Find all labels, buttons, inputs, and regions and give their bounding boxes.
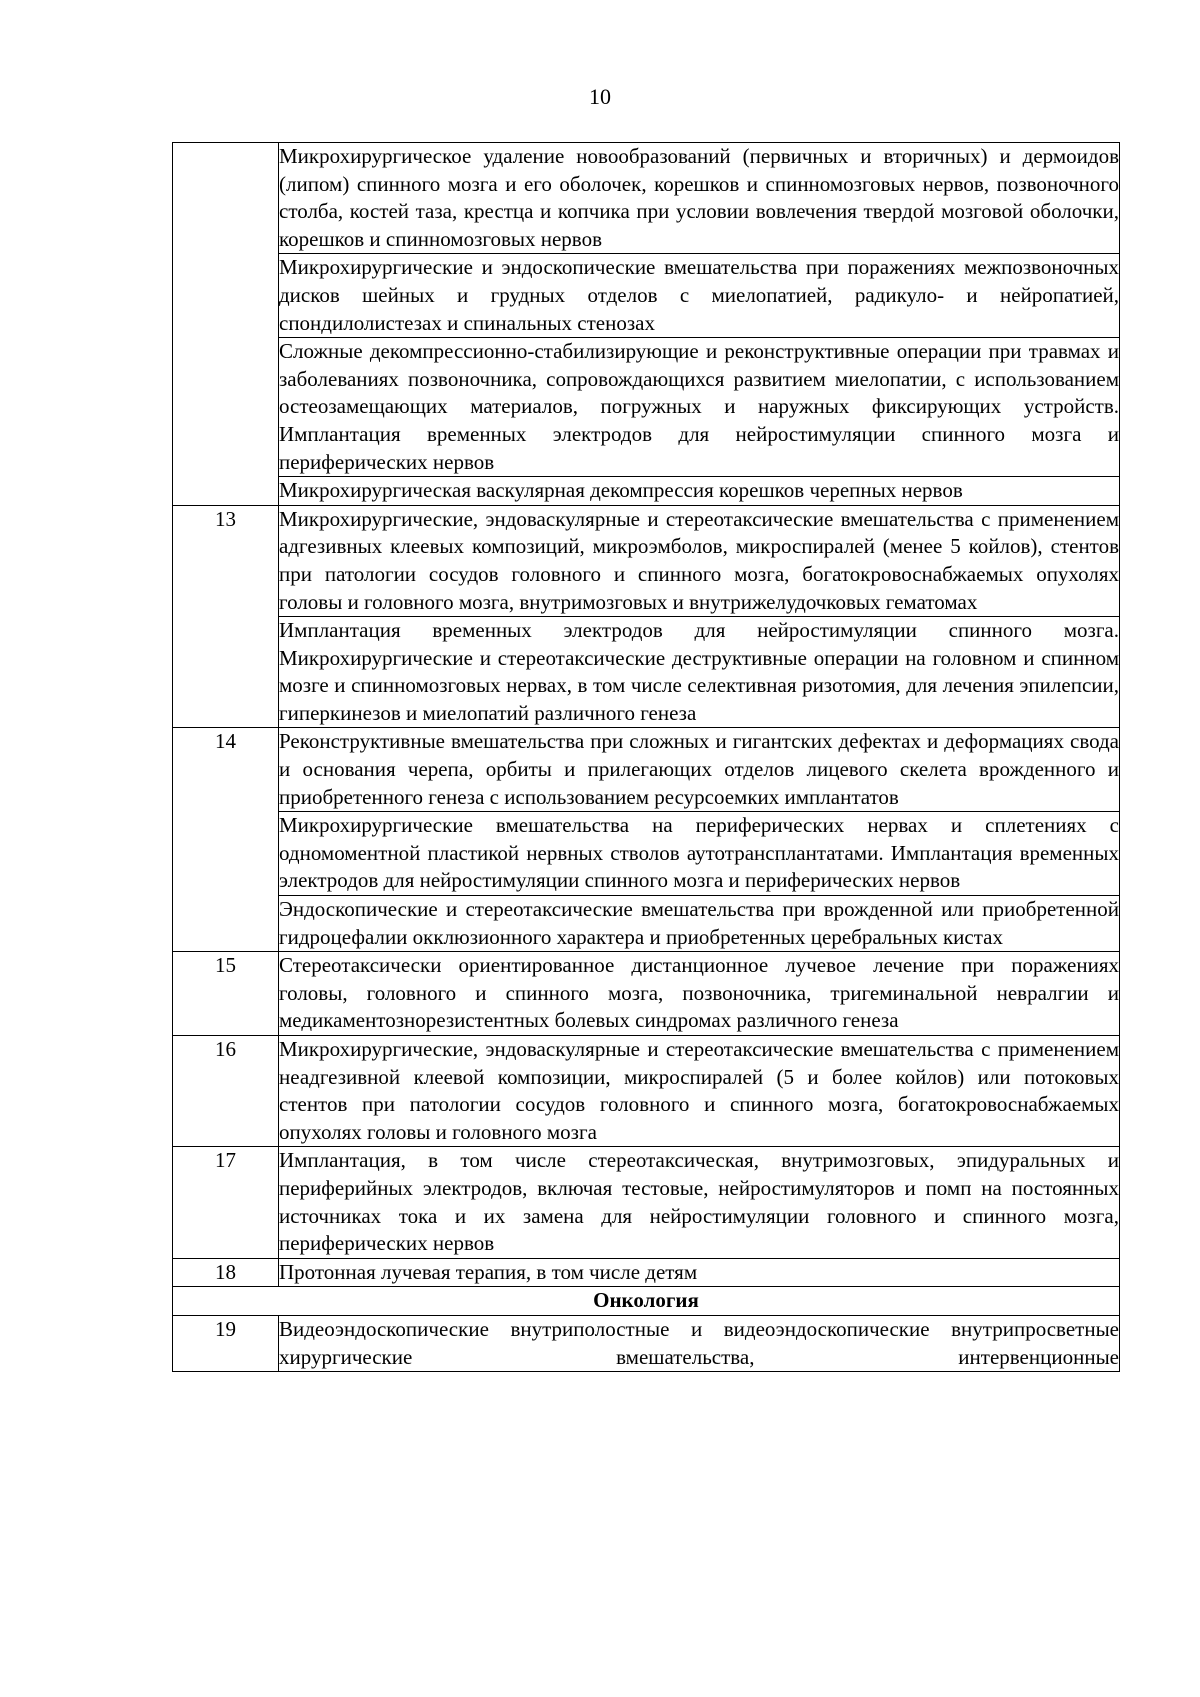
table-row <box>173 896 1120 952</box>
service-text: Стереотаксически ориентированное дистанционное лучевое лечение при поражениях головы, головного и спинного мозга, позвоночника, тригеминальной невралгии и медикаментознорезистентных болевых синдромах различного генеза <box>279 952 1120 1036</box>
row-number: 15 <box>173 952 279 1036</box>
service-text: Имплантация временных электродов для нейростимуляции спинного мозга. Микрохирургические и стереотаксические деструктивные операции на головном и спинном мозге и спинномозговых нервах, в том числе селективная ризотомия, для лечения эпилепсии, гиперкинезов и миелопатий различного генеза <box>279 617 1120 728</box>
table-row <box>173 1315 1120 1371</box>
row-number <box>173 143 279 506</box>
row-number: 17 <box>173 1147 279 1258</box>
table-row <box>173 477 1120 506</box>
service-text: Реконструктивные вмешательства при сложных и гигантских дефектах и деформациях свода и основания черепа, орбиты и прилегающих отделов лицевого скелета врожденного и приобретенного генеза с использованием ресурсоемких имплантатов <box>279 728 1120 812</box>
section-title: Онкология <box>173 1287 1120 1316</box>
service-text: Микрохирургическая васкулярная декомпрессия корешков черепных нервов <box>279 477 1120 506</box>
row-number: 14 <box>173 728 279 952</box>
row-number: 19 <box>173 1315 279 1371</box>
table-row <box>173 338 1120 477</box>
service-text: Имплантация, в том числе стереотаксическая, внутримозговых, эпидуральных и периферийных электродов, включая тестовые, нейростимуляторов и помп на постоянных источниках тока и их замена для нейростимуляции головного и спинного мозга, периферических нервов <box>279 1147 1120 1258</box>
table-row <box>173 728 1120 812</box>
service-text: Микрохирургические, эндоваскулярные и стереотаксические вмешательства с применением неадгезивной клеевой композиции, микроспиралей (5 и более койлов) или потоковых стентов при патологии сосудов головного и спинного мозга, богатокровоснабжаемых опухолях головы и головного мозга <box>279 1036 1120 1147</box>
table-row <box>173 812 1120 896</box>
row-number: 13 <box>173 505 279 728</box>
service-text: Микрохирургическое удаление новообразований (первичных и вторичных) и дермоидов (липом) спинного мозга и его оболочек, корешков и спинномозговых нервов, позвоночного столба, костей таза, крестца и копчика при условии вовлечения твердой мозговой оболочки, корешков и спинномозговых нервов <box>279 143 1120 254</box>
service-text: Протонная лучевая терапия, в том числе детям <box>279 1258 1120 1287</box>
row-number: 16 <box>173 1036 279 1147</box>
table-row <box>173 254 1120 338</box>
table-row <box>173 1258 1120 1287</box>
service-text: Микрохирургические вмешательства на периферических нервах и сплетениях с одномоментной пластикой нервных стволов аутотрансплантатами. Имплантация временных электродов для нейростимуляции спинного мозга и периферических нервов <box>279 812 1120 896</box>
services-table <box>172 142 1120 1372</box>
table-row <box>173 1036 1120 1147</box>
table-row <box>173 617 1120 728</box>
service-text: Эндоскопические и стереотаксические вмешательства при врожденной или приобретенной гидроцефалии окклюзионного характера и приобретенных церебральных кистах <box>279 896 1120 952</box>
service-text: Микрохирургические, эндоваскулярные и стереотаксические вмешательства с применением адгезивных клеевых композиций, микроэмболов, микроспиралей (менее 5 койлов), стентов при патологии сосудов головного и спинного мозга, богатокровоснабжаемых опухолях головы и головного мозга, внутримозговых и внутрижелудочковых гематомах <box>279 505 1120 616</box>
service-text: Видеоэндоскопические внутриполостные и видеоэндоскопические внутрипросветные хирургические вмешательства, интервенционные <box>279 1315 1120 1371</box>
service-text: Сложные декомпрессионно-стабилизирующие и реконструктивные операции при травмах и заболеваниях позвоночника, сопровождающихся развитием миелопатии, с использованием остеозамещающих материалов, погружных и наружных фиксирующих устройств. Имплантация временных электродов для нейростимуляции спинного мозга и периферических нервов <box>279 338 1120 477</box>
section-row <box>173 1287 1120 1316</box>
page-number: 10 <box>589 84 611 109</box>
table-row <box>173 952 1120 1036</box>
table-row <box>173 1147 1120 1258</box>
row-number: 18 <box>173 1258 279 1287</box>
service-text: Микрохирургические и эндоскопические вмешательства при поражениях межпозвоночных дисков шейных и грудных отделов с миелопатией, радикуло- и нейропатией, спондилолистезах и спинальных стенозах <box>279 254 1120 338</box>
table-row <box>173 505 1120 616</box>
table-row <box>173 143 1120 254</box>
